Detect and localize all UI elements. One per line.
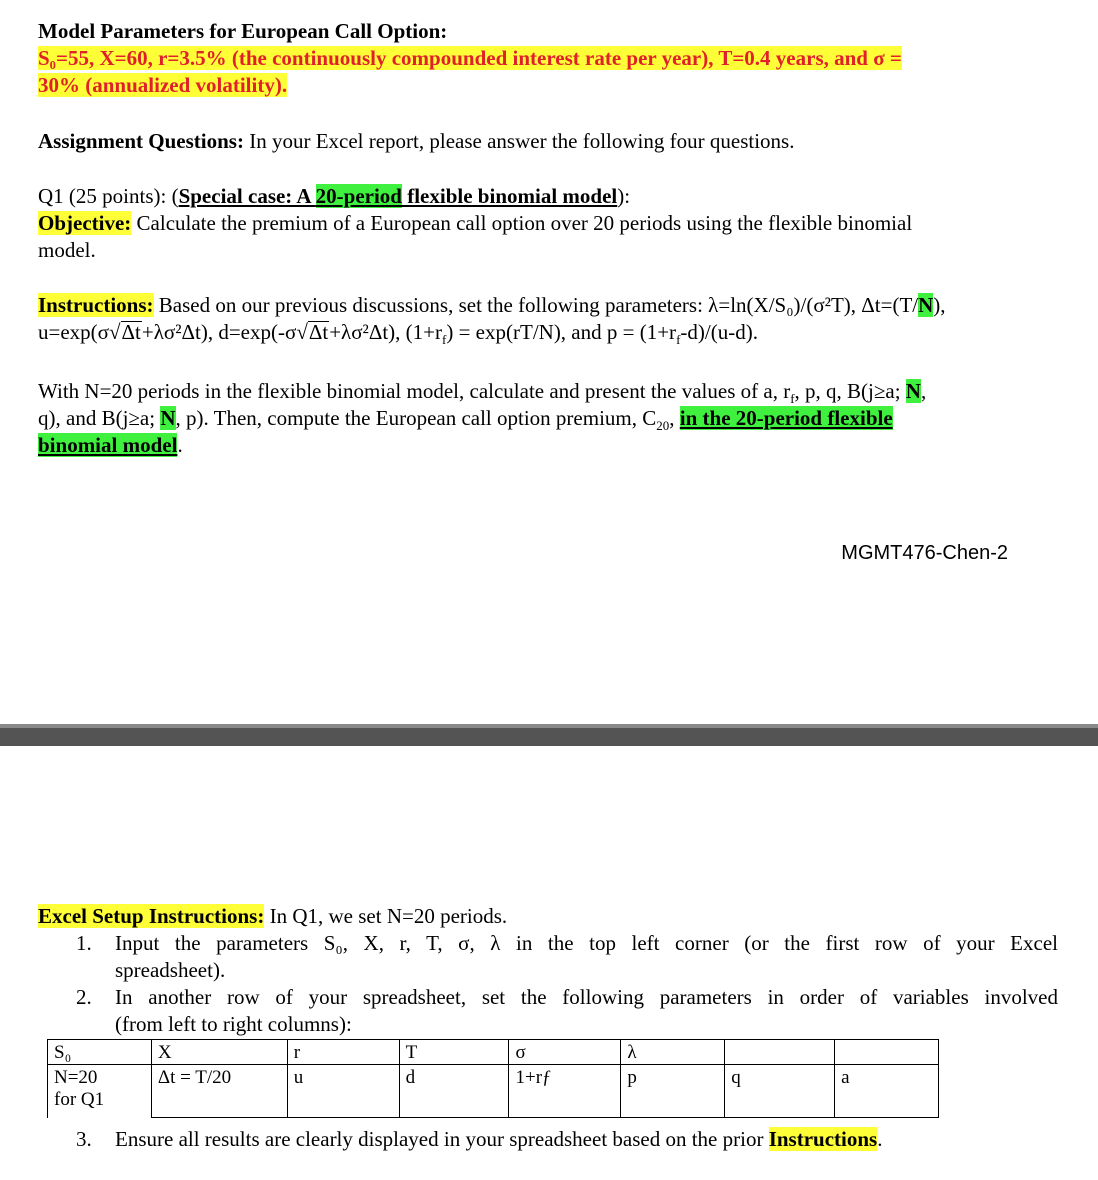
list-item: 1. Input the parameters S₀, X, r, T, σ, λ in the top left corner (or the first row of your Excel spreadsheet). — [76, 931, 1058, 982]
q1-section: Q1 (25 points): (Special case: A 20-period flexible binomial model): Objective: Calculate the premium of a European call option over 20 periods using the flexible binomial model. — [38, 183, 1048, 264]
setup-steps — [38, 930, 1058, 1038]
table-cell: T — [399, 1040, 509, 1065]
table-cell: u — [287, 1065, 399, 1118]
course-tag: MGMT476-Chen-2 — [841, 542, 1008, 564]
table-cell: X — [151, 1040, 287, 1065]
table-cell — [725, 1040, 835, 1065]
q1-heading: Q1 (25 points): (Special case: A 20-period flexible binomial model): — [38, 184, 631, 208]
table-cell: Δt = T/20 — [151, 1065, 287, 1118]
setup-step-3 — [38, 1126, 1058, 1153]
table-cell: λ — [621, 1040, 725, 1065]
table-row — [48, 1065, 939, 1118]
parameter-table — [47, 1039, 939, 1118]
green-highlight-2: binomial model — [38, 433, 178, 457]
document-title: Model Parameters for European Call Option: — [38, 19, 448, 43]
instructions-label: Instructions: — [38, 293, 154, 317]
table-cell: 1+rƒ — [509, 1065, 621, 1118]
table-cell: S₀ — [48, 1040, 152, 1065]
params-line-2: 30% (annualized volatility). — [38, 73, 288, 97]
table-cell: p — [621, 1065, 725, 1118]
green-highlight-1: in the 20-period flexible — [679, 406, 893, 430]
table-row — [48, 1040, 939, 1065]
excel-setup-label: Excel Setup Instructions: — [38, 904, 265, 928]
assignment-text: In your Excel report, please answer the following four questions. — [243, 129, 795, 153]
list-item: 2. In another row of your spreadsheet, set the following parameters in order of variables involved (from left to right columns): — [76, 985, 1058, 1036]
list-item: 3. Ensure all results are clearly displayed in your spreadsheet based on the prior Instructions. — [76, 1127, 883, 1151]
instructions-section: Instructions: Based on our previous discussions, set the following parameters: λ=ln(X/S₀)/(σ²T), Δt=(T/N), u=exp(σ√Δt+λσ²Δt), d=exp(-σ√Δt+λσ²Δt), $(1+r_f) = \exp(rT/N)$, and $p = (1+r_f-d)/(u-d)$. — [38, 293, 946, 348]
page-divider-highlight — [0, 724, 1098, 728]
objective: Objective: Calculate the premium of a European call option over 20 periods using the flexible binomial — [38, 211, 913, 235]
table-cell: N=20 for Q1 — [48, 1065, 152, 1118]
with-n-section: With N=20 periods in the flexible binomial model, calculate and present the values of a, $r_f$, p, q, B(j≥a; N, q), and B(j≥a; N, p). Then, compute the European call option premium, $C_{20}$, in the 20-period flexible binomial model. — [38, 379, 927, 457]
table-cell: σ — [509, 1040, 621, 1065]
objective-label: Objective: — [38, 211, 132, 235]
assignment-label: Assignment Questions: — [38, 129, 244, 153]
model-parameters-section — [38, 18, 902, 99]
table-cell: d — [399, 1065, 509, 1118]
params-line-1: S₀=55, X=60, r=3.5% (the continuously compounded interest rate per year), T=0.4 years, and σ = — [38, 46, 902, 70]
table-cell: r — [287, 1040, 399, 1065]
assignment-questions — [38, 128, 794, 155]
table-cell: q — [725, 1065, 835, 1118]
table-cell: a — [835, 1065, 939, 1118]
table-cell — [835, 1040, 939, 1065]
excel-setup-section: Excel Setup Instructions: In Q1, we set N=20 periods. 1. Input the parameters S₀, X, r, T, σ, λ in the top left corner (or the first row of your Excel spreadsheet). 2. In another row of your spreadsheet, set the following parameters in order of variables involved (from left to right columns): — [38, 904, 1058, 1036]
